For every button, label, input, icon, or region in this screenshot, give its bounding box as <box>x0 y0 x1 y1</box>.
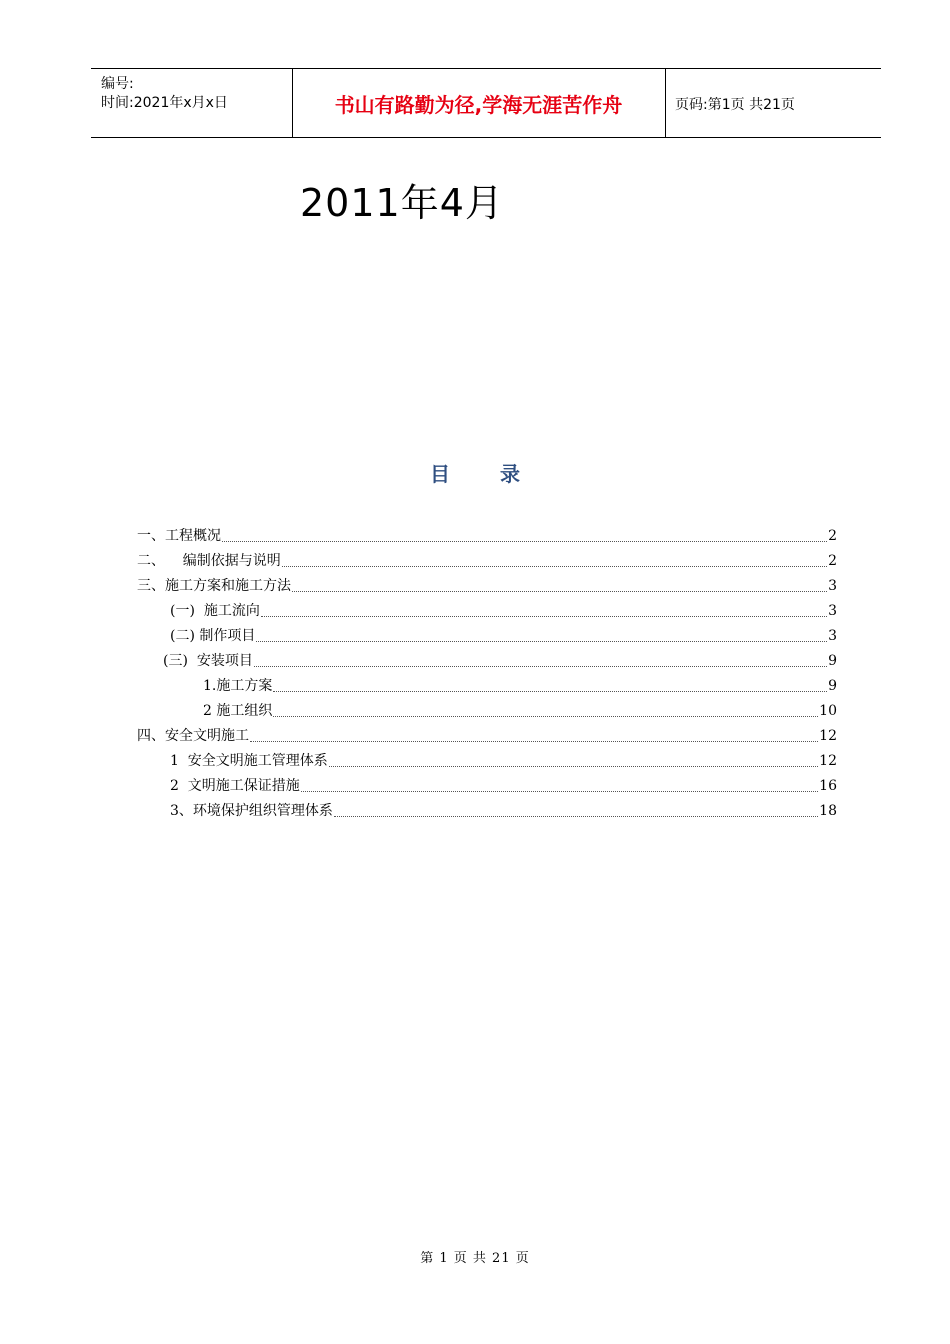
toc-entry[interactable] <box>203 700 837 722</box>
toc-entry-page: 16 <box>819 778 837 794</box>
document-date: 2011年4月 <box>300 181 504 225</box>
document-number-label: 编号: <box>101 76 134 92</box>
header-page-info: 页码:第1页 共21页 <box>675 97 795 113</box>
toc-entry[interactable] <box>170 625 837 647</box>
toc-entry-label: (一) 施工流向 <box>170 603 260 619</box>
toc-entry-label: 3、环境保护组织管理体系 <box>170 803 333 819</box>
toc-entry[interactable] <box>137 575 837 597</box>
toc-entry-label: 2 施工组织 <box>203 703 273 719</box>
toc-entry-page: 2 <box>828 553 837 569</box>
toc-entry-label: 2 文明施工保证措施 <box>170 778 300 794</box>
header-motto: 书山有路勤为径,学海无涯苦作舟 <box>334 93 623 117</box>
toc-entry-page: 9 <box>828 653 837 669</box>
header-page-cell <box>666 69 881 137</box>
toc-entry[interactable] <box>137 725 837 747</box>
page-footer: 第 1 页 共 21 页 <box>420 1251 530 1266</box>
toc-title <box>0 458 950 487</box>
toc-entry[interactable] <box>170 600 837 622</box>
toc-entry-page: 12 <box>819 753 837 769</box>
toc-entry[interactable] <box>170 750 837 772</box>
toc-entry[interactable] <box>137 550 837 572</box>
toc-entry-label: (二) 制作项目 <box>170 628 256 644</box>
toc-entry[interactable] <box>137 525 837 547</box>
document-header <box>91 68 881 138</box>
toc-entry[interactable] <box>163 650 837 672</box>
toc-entry-page: 9 <box>828 678 837 694</box>
toc-entry-page: 3 <box>828 603 837 619</box>
header-motto-cell <box>292 69 666 137</box>
toc-entry-label: 二、 编制依据与说明 <box>137 553 281 569</box>
toc-entry-page: 3 <box>828 578 837 594</box>
toc-entry-label: 一、工程概况 <box>137 528 221 544</box>
document-time-label: 时间:2021年x月x日 <box>101 95 228 111</box>
toc-title-right: 录 <box>500 462 520 486</box>
toc-entry-page: 3 <box>828 628 837 644</box>
toc-title-left: 目 <box>430 462 450 486</box>
toc-entry[interactable] <box>170 775 837 797</box>
toc-entry-label: 三、施工方案和施工方法 <box>137 578 291 594</box>
toc-entry-page: 10 <box>819 703 837 719</box>
header-meta-cell <box>91 69 293 137</box>
toc-entry[interactable] <box>170 800 837 822</box>
toc-entry[interactable] <box>203 675 837 697</box>
toc-entry-page: 18 <box>819 803 837 819</box>
toc-entry-label: 1.施工方案 <box>203 678 273 694</box>
toc-entry-label: (三) 安装项目 <box>163 653 253 669</box>
toc-entry-label: 四、安全文明施工 <box>137 728 249 744</box>
toc-entry-page: 12 <box>819 728 837 744</box>
toc-entry-page: 2 <box>828 528 837 544</box>
toc-entry-label: 1 安全文明施工管理体系 <box>170 753 328 769</box>
